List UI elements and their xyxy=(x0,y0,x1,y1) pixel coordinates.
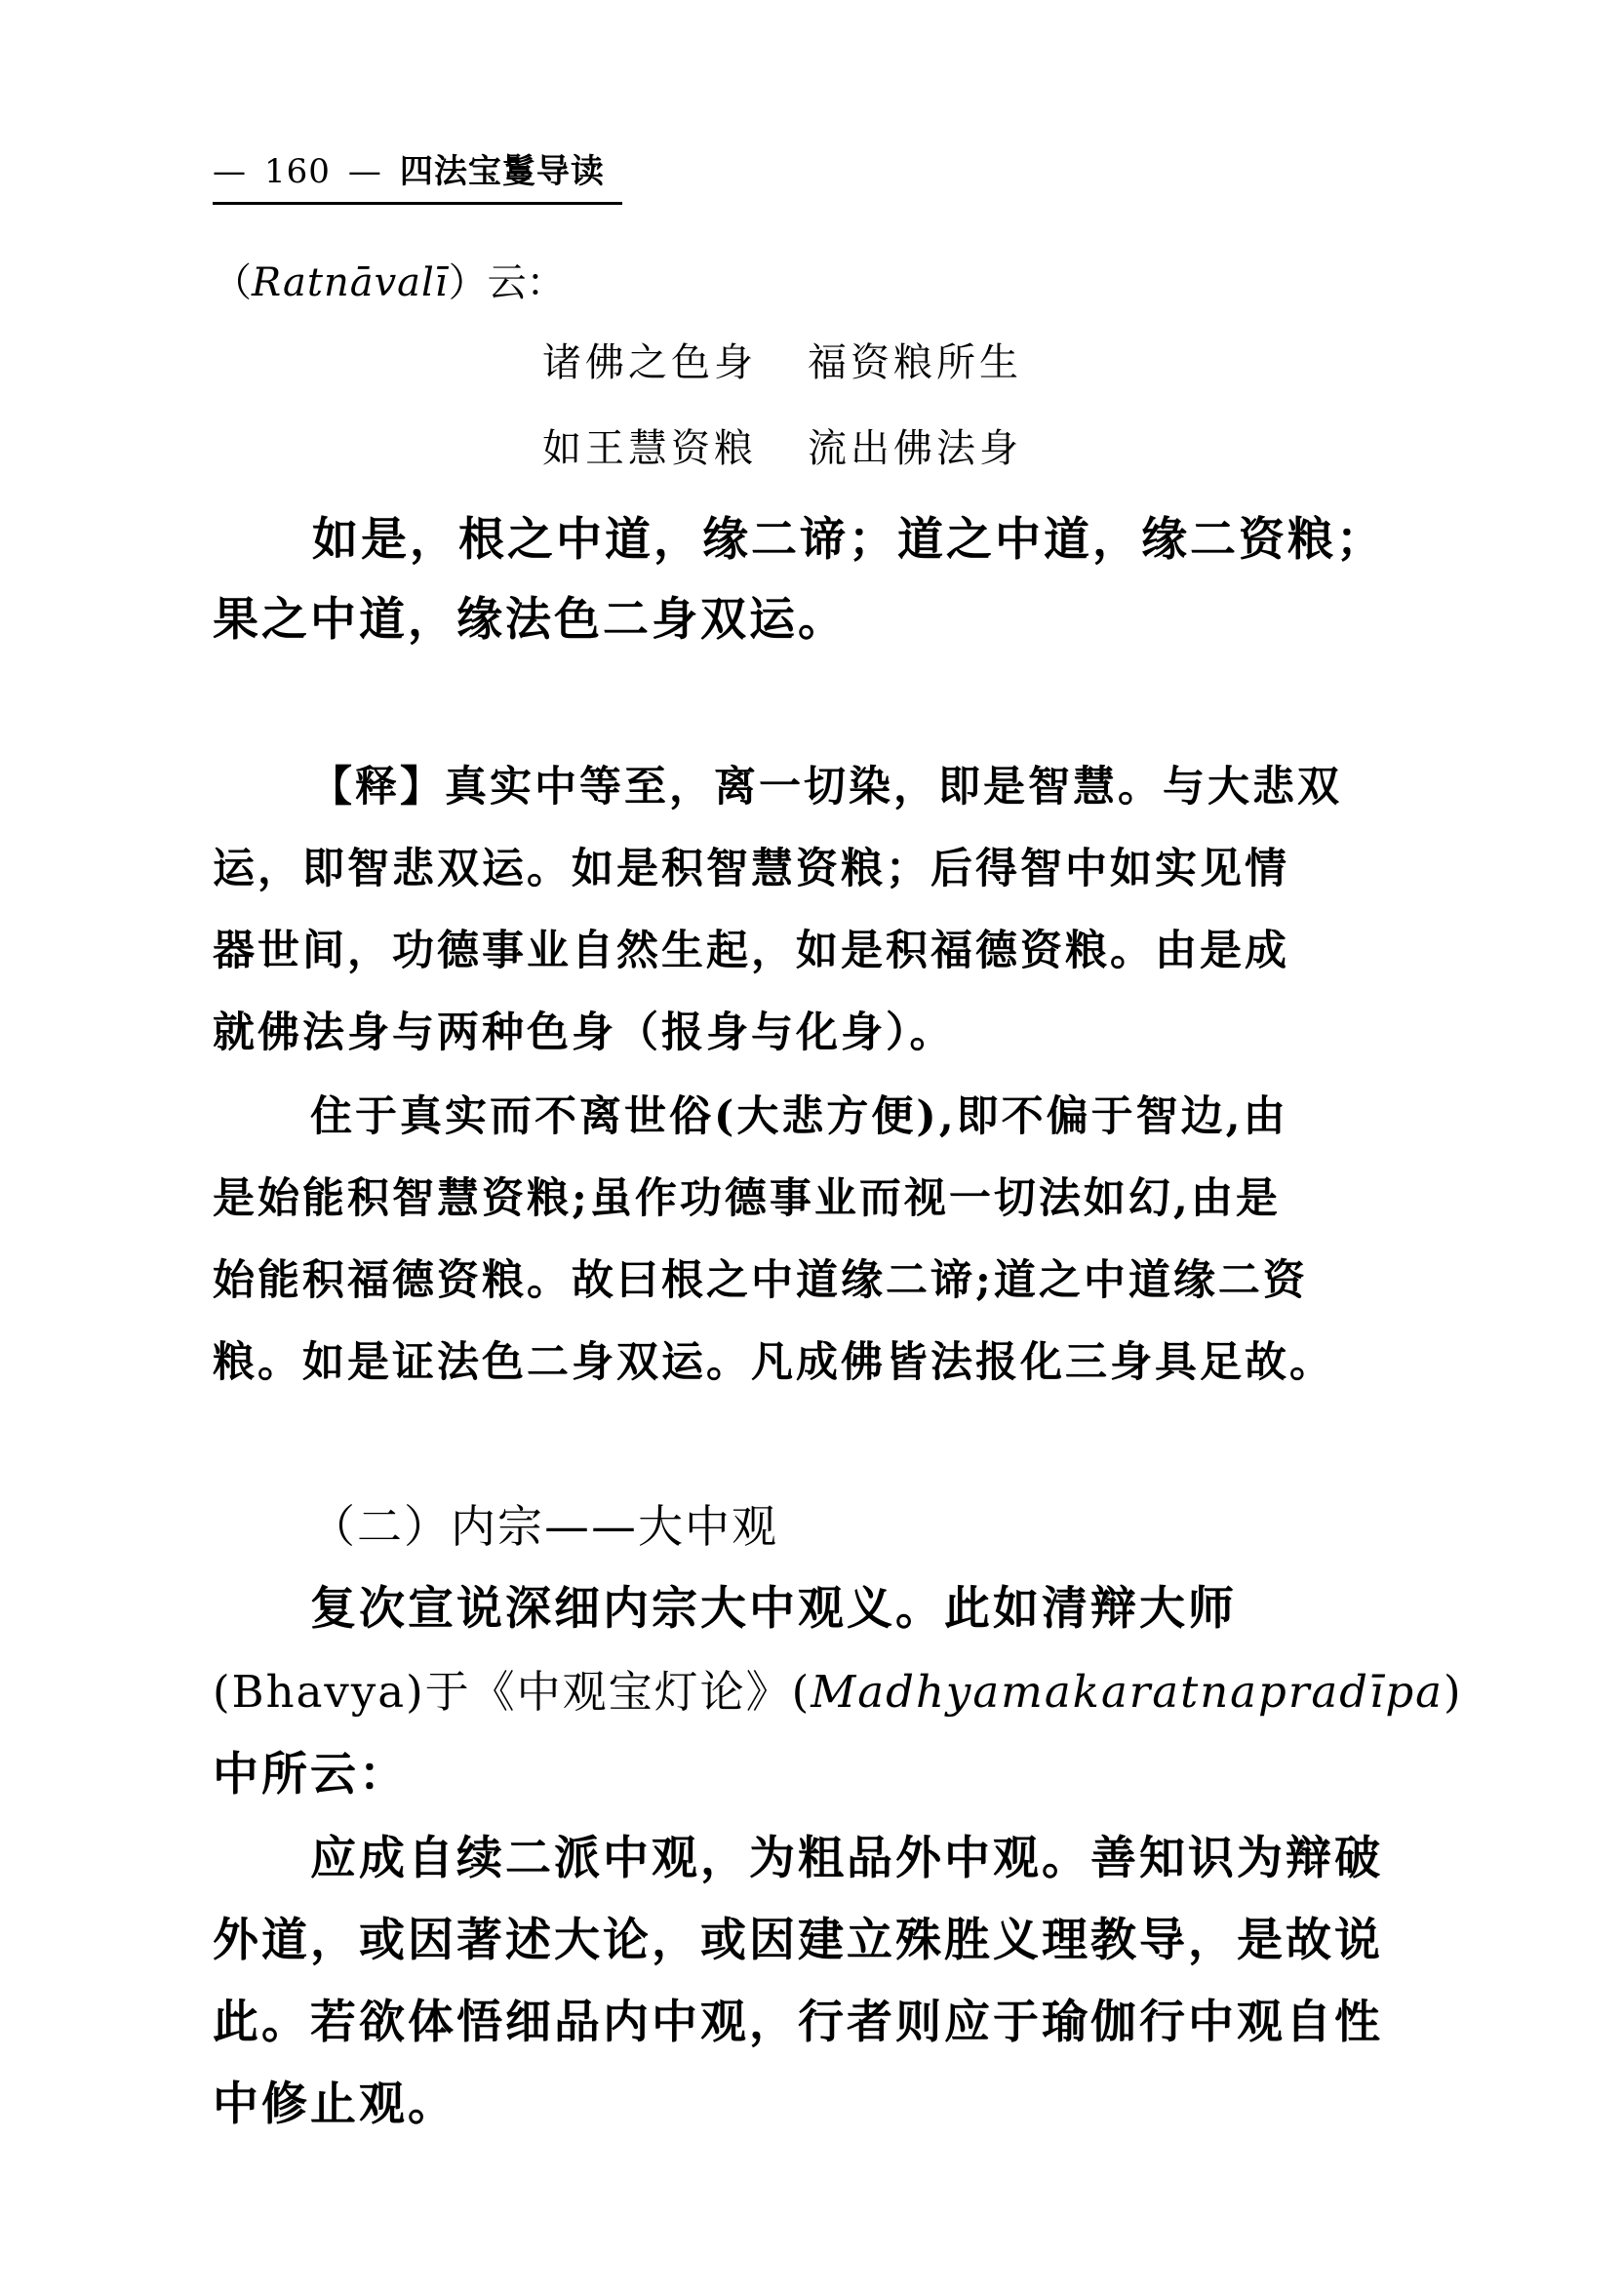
quote-line-1: 应成自续二派中观，为粗品外中观。善知识为辩破 xyxy=(310,1832,1383,1885)
section-heading: （二）内宗——大中观 xyxy=(310,1500,778,1553)
verse-line-1b: 福资粮所生 xyxy=(808,340,1022,385)
section-intro-line-2b: ) xyxy=(1444,1666,1463,1718)
verse-line-2a: 如王慧资粮 xyxy=(542,426,757,471)
verse-line-1 xyxy=(542,340,1022,385)
source-suffix: 云： xyxy=(487,260,566,305)
header-dash-right: — xyxy=(347,152,382,191)
main-text-line-2: 果之中道，缘法色二身双运。 xyxy=(213,593,847,647)
commentary-p1-line-3: 器世间，功德事业自然生起，如是积福德资粮。由是成 xyxy=(213,927,1289,975)
commentary-p2-line-3: 始能积福德资粮。故曰根之中道缘二谛;道之中道缘二资 xyxy=(213,1256,1308,1305)
sanskrit-title: Madhyamakaratnapradīpa xyxy=(811,1666,1444,1718)
header-rule xyxy=(213,202,622,205)
running-header xyxy=(213,144,622,192)
quote-line-3: 此。若欲体悟细品内中观，行者则应于瑜伽行中观自性 xyxy=(213,1996,1383,2049)
quote-line-4: 中修止观。 xyxy=(213,2078,456,2131)
commentary-p1-line-1: 【释】真实中等至，离一切染，即是智慧。与大悲双 xyxy=(310,763,1342,812)
section-intro-line-1: 复次宣说深细内宗大中观义。此如清辩大师 xyxy=(310,1582,1237,1636)
commentary-p2-line-4: 粮。如是证法色二身双运。凡成佛皆法报化三身具足故。 xyxy=(213,1338,1334,1387)
verse-line-1a: 诸佛之色身 xyxy=(542,340,757,385)
book-title: 四法宝鬘导读 xyxy=(399,152,605,191)
quote-line-2: 外道，或因著述大论，或因建立殊胜义理教导，是故说 xyxy=(213,1914,1383,1967)
verse-line-2b: 流出佛法身 xyxy=(808,426,1022,471)
main-text-line-1: 如是，根之中道，缘二谛；道之中道，缘二资粮； xyxy=(312,513,1385,567)
commentary-p2-line-1: 住于真实而不离世俗(大悲方便),即不偏于智边,由 xyxy=(310,1092,1288,1141)
commentary-p2-line-2: 是始能积智慧资粮;虽作功德事业而视一切法如幻,由是 xyxy=(213,1174,1281,1223)
page-number: 160 xyxy=(264,152,331,191)
verse-line-2 xyxy=(542,426,1022,471)
section-intro-line-2 xyxy=(213,1666,1463,1718)
commentary-p1-line-4: 就佛法身与两种色身（报身与化身）。 xyxy=(213,1009,955,1057)
commentary-p1-line-2: 运，即智悲双运。如是积智慧资粮；后得智中如实见情 xyxy=(213,845,1289,893)
header-dash-left: — xyxy=(213,152,247,191)
section-intro-line-2a: (Bhavya)于《中观宝灯论》( xyxy=(213,1666,812,1718)
source-citation: （Ratnāvalī）云： xyxy=(213,260,566,305)
section-intro-line-3: 中所云： xyxy=(213,1748,408,1801)
source-term: Ratnāvalī xyxy=(252,260,449,305)
